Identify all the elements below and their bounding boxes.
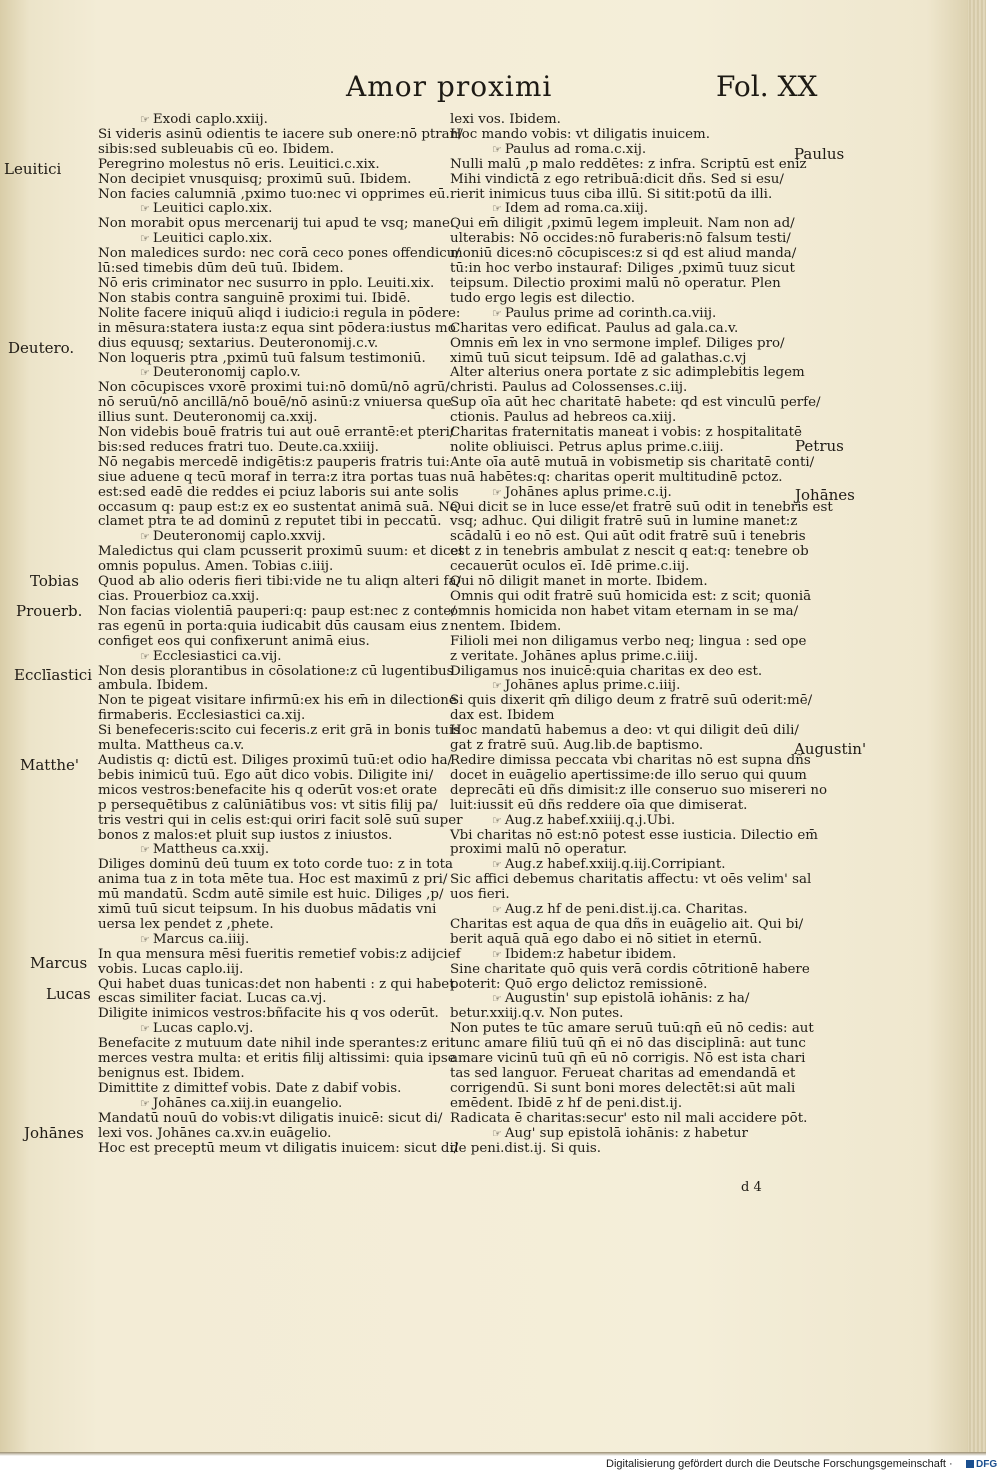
text-line: Radicata ē charitas:secur' esto nil mali accidere pōt. — [450, 1110, 808, 1126]
text-line: Ante oīa autē mutuā in vobismetip sis charitatē conti/ — [450, 454, 815, 470]
text-line: Quod ab alio oderis fieri tibi:vide ne tu aliqn alteri fa/ — [98, 574, 461, 590]
text-line: corrigendū. Si sunt boni mores delectēt:si aūt mali — [450, 1080, 796, 1096]
text-line: Non putes te tūc amare seruū tuū:qn̄ eū nō cedis: aut — [450, 1021, 814, 1037]
text-line: sibis:sed subleuabis cū eo. Ibidem. — [98, 141, 335, 157]
text-line: bis:sed reduces fratri tuo. Deute.ca.xxiiij. — [98, 439, 379, 455]
text-line: poterit: Quō ergo delictoz remissionē. — [450, 976, 708, 992]
margin-note-petrus: Petrus — [795, 437, 844, 455]
text-line: vobis. Lucas caplo.iij. — [98, 961, 244, 977]
text-line: Alter alterius onera portate z sic adimplebitis legem — [450, 365, 805, 381]
text-line: Non cōcupisces vxorē proximi tui:nō domū/nō agrū/ — [98, 380, 450, 396]
text-line: nō seruū/nō ancillā/nō bouē/nō asinū:z vniuersa que — [98, 395, 452, 411]
text-line: ximū tuū sicut teipsum. In his duobus mādatis vni — [98, 902, 437, 918]
text-line: Nulli malū ,p malo reddētes: z infra. Scriptū est eniz — [450, 156, 807, 172]
text-line: gat z fratrē suū. Aug.lib.de baptismo. — [450, 738, 704, 754]
text-line: Non morabit opus mercenarij tui apud te vsq; mane. — [98, 216, 455, 232]
text-line: Non videbis bouē fratris tui aut ouē errantē:et pteri/ — [98, 425, 455, 441]
text-line: Audistis q: dictū est. Diliges proximū tuū:et odio ha/ — [98, 752, 453, 768]
text-line: vsq; adhuc. Qui diligit fratrē suū in lumine manet:z — [450, 514, 798, 530]
text-line: p persequētibus z calūniātibus vos: vt sitis filij pa/ — [98, 797, 438, 813]
rubric-heading: ☞ Mattheus ca.xxij. — [98, 843, 442, 858]
dfg-logo-mark — [966, 1460, 974, 1468]
text-line: docet in euāgelio apertissime:de illo seruo qui quum — [450, 767, 807, 783]
text-line: Non te pigeat visitare infirmū:ex his em̄ in dilectione — [98, 693, 457, 709]
margin-note-augustin: Augustin' — [794, 740, 867, 758]
text-line: z veritate. Johānes aplus prime.c.iiij. — [450, 648, 699, 664]
rubric-heading: ☞ Ibidem:z habetur ibidem. — [450, 948, 794, 963]
text-line: multa. Mattheus ca.v. — [98, 738, 245, 754]
rubric-heading: ☞ Aug' sup epistolā iohānis: z habetur — [450, 1127, 794, 1142]
text-line: mū mandatū. Scdm autē simile est huic. Diliges ,p/ — [98, 887, 444, 903]
margin-note-tobias: Tobias — [30, 572, 79, 590]
text-line: micos vestros:benefacite his q oderūt vos:et orate — [98, 782, 437, 798]
text-line: Nolite facere iniquū aliqd i iudicio:i regula in pōdere: — [98, 305, 461, 321]
rubric-heading: ☞ Aug.z habef.xxiij.q.iij.Corripiant. — [450, 858, 794, 873]
text-line: tū:in hoc verbo instauraf: Diliges ,pximū tuuz sicut — [450, 261, 795, 277]
text-line: Si quis dixerit qm̄ diligo deum z fratrē suū oderit:mē/ — [450, 693, 813, 709]
text-line: Qui habet duas tunicas:det non habenti : z qui habet — [98, 976, 455, 992]
text-line: proximi malū nō operatur. — [450, 842, 628, 858]
text-line: Hoc mandatū habemus a deo: vt qui diligit deū dili/ — [450, 723, 799, 739]
text-line: luit:iussit eū dñs reddere oīa que dimiserat. — [450, 797, 748, 813]
text-line: lū:sed timebis dūm deū tuū. Ibidem. — [98, 261, 344, 277]
text-line: amare vicinū tuū qn̄ eū nō corrigis. Nō est ista chari — [450, 1051, 806, 1067]
text-line: Charitas vero edificat. Paulus ad gala.ca.v. — [450, 320, 739, 336]
right-text-column — [450, 112, 833, 1156]
rubric-heading: ☞ Paulus prime ad corinth.ca.viij. — [450, 307, 794, 322]
text-line: uos fieri. — [450, 887, 510, 903]
margin-note-prouerb: Prouerb. — [16, 602, 83, 620]
rubric-heading: ☞ Johānes ca.xiij.in euangelio. — [98, 1097, 442, 1112]
text-line: berit aquā quā ego dabo ei nō sitiet in eternū. — [450, 931, 763, 947]
text-line: Diligite inimicos vestros:bñfacite his q vos oderūt. — [98, 1006, 439, 1022]
text-line: Non desis plorantibus in cōsolatione:z cū lugentibus — [98, 663, 454, 679]
text-line: Benefacite z mutuum date nihil inde sperantes:z erit — [98, 1036, 456, 1052]
rubric-heading: ☞ Johānes aplus prime.c.iiij. — [450, 679, 794, 694]
text-line: Omnis qui odit fratrē suū homicida est: z scit; quoniā — [450, 589, 812, 604]
text-line: escas similiter faciat. Lucas ca.vj. — [98, 991, 327, 1007]
margin-note-leuitici: Leuitici — [4, 160, 62, 178]
dfg-logo — [966, 1459, 997, 1470]
text-line: nentem. Ibidem. — [450, 618, 562, 634]
text-line: nolite obliuisci. Petrus aplus prime.c.iiij. — [450, 439, 724, 455]
text-line: Non facias violentiā pauperi:q: paup est:nec z conte/ — [98, 603, 456, 619]
text-line: Mandatū nouū do vobis:vt diligatis inuicē: sicut di/ — [98, 1110, 443, 1126]
text-line: bebis inimicū tuū. Ego aūt dico vobis. Diligite ini/ — [98, 767, 434, 783]
text-line: ambula. Ibidem. — [98, 678, 209, 694]
signature-mark: d 4 — [741, 1180, 762, 1195]
text-line: Si videris asinū odientis te iacere sub onere:nō ptran/ — [98, 126, 463, 142]
text-line: bonos z malos:et pluit sup iustos z iniustos. — [98, 827, 393, 843]
text-line: lexi vos. Johānes ca.xv.in euāgelio. — [98, 1125, 332, 1141]
text-line: Dimittite z dimittef vobis. Date z dabif vobis. — [98, 1080, 402, 1096]
text-line: anima tua z in tota mēte tua. Hoc est maximū z pri/ — [98, 872, 448, 888]
margin-note-paulus: Paulus — [794, 145, 845, 163]
text-line: in mēsura:statera iusta:z equa sint pōdera:iustus mo — [98, 320, 456, 336]
text-line: Hoc est preceptū meum vt diligatis inuicem: sicut di/ — [98, 1140, 459, 1156]
folio-number: Fol. XX — [716, 70, 818, 103]
rubric-heading: ☞ Lucas caplo.vj. — [98, 1022, 442, 1037]
margin-note-matthe: Matthe' — [20, 756, 80, 774]
margin-note-ecclesiastici: Ecclīastici — [14, 666, 93, 684]
text-line: Nō eris criminator nec susurro in pplo. Leuiti.xix. — [98, 275, 435, 291]
text-line: Omnis em̄ lex in vno sermone implef. Diliges pro/ — [450, 335, 785, 351]
text-line: Hoc mando vobis: vt diligatis inuicem. — [450, 126, 710, 142]
text-line: Non stabis contra sanguinē proximi tui. Ibidē. — [98, 290, 411, 306]
text-line: est z in tenebris ambulat z nescit q eat:q: tenebre ob — [450, 544, 809, 560]
text-line: Mihi vindictā z ego retribuā:dicit dñs. Sed si esu/ — [450, 171, 784, 187]
text-line: omnis populus. Amen. Tobias c.iiij. — [98, 559, 334, 575]
margin-note-johanes: Johānes — [24, 1124, 84, 1142]
text-line: ximū tuū sicut teipsum. Idē ad galathas.c.vj — [450, 350, 747, 366]
text-line: deprecāti eū dñs dimisit:z ille conseruo suo misereri no — [450, 782, 828, 798]
text-line: Qui dicit se in luce esse/et fratrē suū odit in tenebris est — [450, 499, 833, 515]
margin-note-johanes-right: Johānes — [795, 486, 855, 504]
text-line: cecauerūt oculos eī. Idē prime.c.iij. — [450, 559, 690, 575]
rubric-heading: ☞ Idem ad roma.ca.xiij. — [450, 202, 794, 217]
text-line: tas sed languor. Ferueat charitas ad emendandā et — [450, 1066, 796, 1081]
rubric-heading: ☞ Ecclesiastici ca.vij. — [98, 650, 442, 665]
rubric-heading: ☞ Deuteronomij caplo.v. — [98, 366, 442, 381]
text-line: Charitas fraternitatis maneat i vobis: z hospitalitatē — [450, 425, 802, 441]
text-line: Sine charitate quō quis verā cordis cōtritionē habere — [450, 961, 810, 977]
rubric-heading: ☞ Leuitici caplo.xix. — [98, 232, 442, 247]
text-line: ulterabis: Nō occides:nō furaberis:nō falsum testi/ — [450, 231, 791, 247]
text-line: dax est. Ibidem — [450, 708, 555, 724]
text-line: Sup oīa aūt hec charitatē habete: qd est vinculū perfe/ — [450, 395, 821, 411]
text-line: cias. Prouerbioz ca.xxij. — [98, 589, 260, 604]
text-line: uersa lex pendet z ,phete. — [98, 916, 274, 932]
text-line: firmaberis. Ecclesiastici ca.xij. — [98, 708, 306, 724]
text-line: Non decipiet vnusquisq; proximū suū. Ibidem. — [98, 171, 412, 187]
digitization-credit: Digitalisierung gefördert durch die Deutsche Forschungsgemeinschaft · — [606, 1458, 953, 1470]
text-line: omnis homicida non habet vitam eternam in se ma/ — [450, 603, 799, 619]
text-line: Charitas est aqua de qua dñs in euāgelio ait. Qui bi/ — [450, 916, 804, 932]
text-line: Si benefeceris:scito cui feceris.z erit grā in bonis tuis — [98, 723, 461, 739]
text-line: In qua mensura mēsi fueritis remetief vobis:z adijcief — [98, 946, 461, 962]
text-line: lexi vos. Ibidem. — [450, 112, 561, 127]
text-line: Non facies calumniā ,pximo tuo:nec vi opprimes eū. — [98, 186, 450, 202]
text-line: rierit inimicus tuus ciba illū. Si sitit:potū da illi. — [450, 186, 773, 202]
text-line: Nō negabis mercedē indigētis:z pauperis fratris tui: — [98, 454, 450, 470]
text-line: siue aduene q tecū moraf in terra:z itra portas tuas — [98, 469, 447, 485]
text-line: ctionis. Paulus ad hebreos ca.xiij. — [450, 410, 677, 426]
text-line: ras egenū in porta:quia iudicabit dūs causam eius z — [98, 618, 449, 634]
margin-note-lucas: Lucas — [46, 985, 91, 1003]
rubric-heading: ☞ Marcus ca.iiij. — [98, 933, 442, 948]
text-line: Qui nō diligit manet in morte. Ibidem. — [450, 574, 708, 590]
rubric-heading: ☞ Deuteronomij caplo.xxvij. — [98, 530, 442, 545]
left-text-column — [98, 112, 464, 1156]
text-line: merces vestra multa: et eritis filij altissimi: quia ipse — [98, 1051, 456, 1067]
text-line: betur.xxiij.q.v. Non putes. — [450, 1006, 624, 1022]
text-line: christi. Paulus ad Colossenses.c.iij. — [450, 380, 688, 396]
text-line: Qui em̄ diligit ,pximū legem impleuit. Nam non ad/ — [450, 216, 795, 232]
text-line: Peregrino molestus nō eris. Leuitici.c.xix. — [98, 156, 380, 172]
page-heading: Amor proximi — [346, 70, 553, 103]
text-line: Filioli mei non diligamus verbo neq; lingua : sed ope — [450, 633, 807, 649]
text-line: Diligamus nos inuicē:quia charitas ex deo est. — [450, 663, 763, 679]
rubric-heading: ☞ Paulus ad roma.c.xij. — [450, 143, 794, 158]
text-line: occasum q: paup est:z ex eo sustentat animā suā. Ne — [98, 499, 458, 515]
text-line: tunc amare filiū tuū qn̄ ei nō das disciplinā: aut tunc — [450, 1036, 806, 1052]
dfg-logo-text: DFG — [976, 1459, 998, 1470]
text-line: Sic affici debemus charitatis affectu: vt oēs velim' sal — [450, 872, 812, 888]
text-line: scādalū i eo nō est. Qui aūt odit fratrē suū i tenebris — [450, 529, 806, 545]
text-line: tris vestri qui in celis est:qui oriri facit solē suū super — [98, 812, 463, 828]
text-line: teipsum. Dilectio proximi malū nō operatur. Plen — [450, 275, 781, 291]
text-line: de peni.dist.ij. Si quis. — [450, 1140, 602, 1156]
text-line: Non loqueris ptra ,pximū tuū falsum testimoniū. — [98, 350, 426, 366]
page-edge — [968, 0, 986, 1452]
rubric-heading: ☞ Exodi caplo.xxiij. — [98, 113, 442, 128]
text-line: Redire dimissa peccata vbi charitas nō est supna dñs — [450, 752, 811, 768]
rubric-heading: ☞ Johānes aplus prime.c.ij. — [450, 486, 794, 501]
page-shadow — [0, 1452, 986, 1456]
rubric-heading: ☞ Aug.z hf de peni.dist.ij.ca. Charitas. — [450, 903, 794, 918]
text-line: dius equusq; sextarius. Deuteronomij.c.v. — [98, 335, 379, 351]
text-line: moniū dices:nō cōcupisces:z si qd est aliud manda/ — [450, 246, 797, 262]
rubric-heading: ☞ Leuitici caplo.xix. — [98, 202, 442, 217]
text-line: illius sunt. Deuteronomij ca.xxij. — [98, 410, 318, 426]
rubric-heading: ☞ Augustin' sup epistolā iohānis: z ha/ — [450, 992, 794, 1007]
text-line: Non maledices surdo: nec corā ceco pones offendicu/ — [98, 246, 460, 262]
text-line: Maledictus qui clam pcusserit proximū suum: et dicet — [98, 544, 464, 560]
text-line: benignus est. Ibidem. — [98, 1066, 245, 1081]
text-line: tudo ergo legis est dilectio. — [450, 290, 636, 306]
text-line: clamet ptra te ad dominū z reputet tibi in peccatū. — [98, 514, 442, 530]
text-line: Vbi charitas nō est:nō potest esse iusticia. Dilectio em̄ — [450, 827, 818, 843]
rubric-heading: ☞ Aug.z habef.xxiiij.q.j.Ubi. — [450, 814, 794, 829]
margin-note-deutero: Deutero. — [8, 339, 75, 357]
text-line: configet eos qui confixerunt animā eius. — [98, 633, 370, 649]
text-line: Diliges dominū deū tuum ex toto corde tuo: z in tota — [98, 857, 453, 873]
text-line: nuā habētes:q: charitas operit multitudinē pctoz. — [450, 469, 783, 485]
text-line: est:sed eadē die reddes ei pciuz laboris sui ante solis — [98, 484, 459, 500]
text-line: emēdent. Ibidē z hf de peni.dist.ij. — [450, 1095, 683, 1111]
margin-note-marcus: Marcus — [30, 954, 88, 972]
